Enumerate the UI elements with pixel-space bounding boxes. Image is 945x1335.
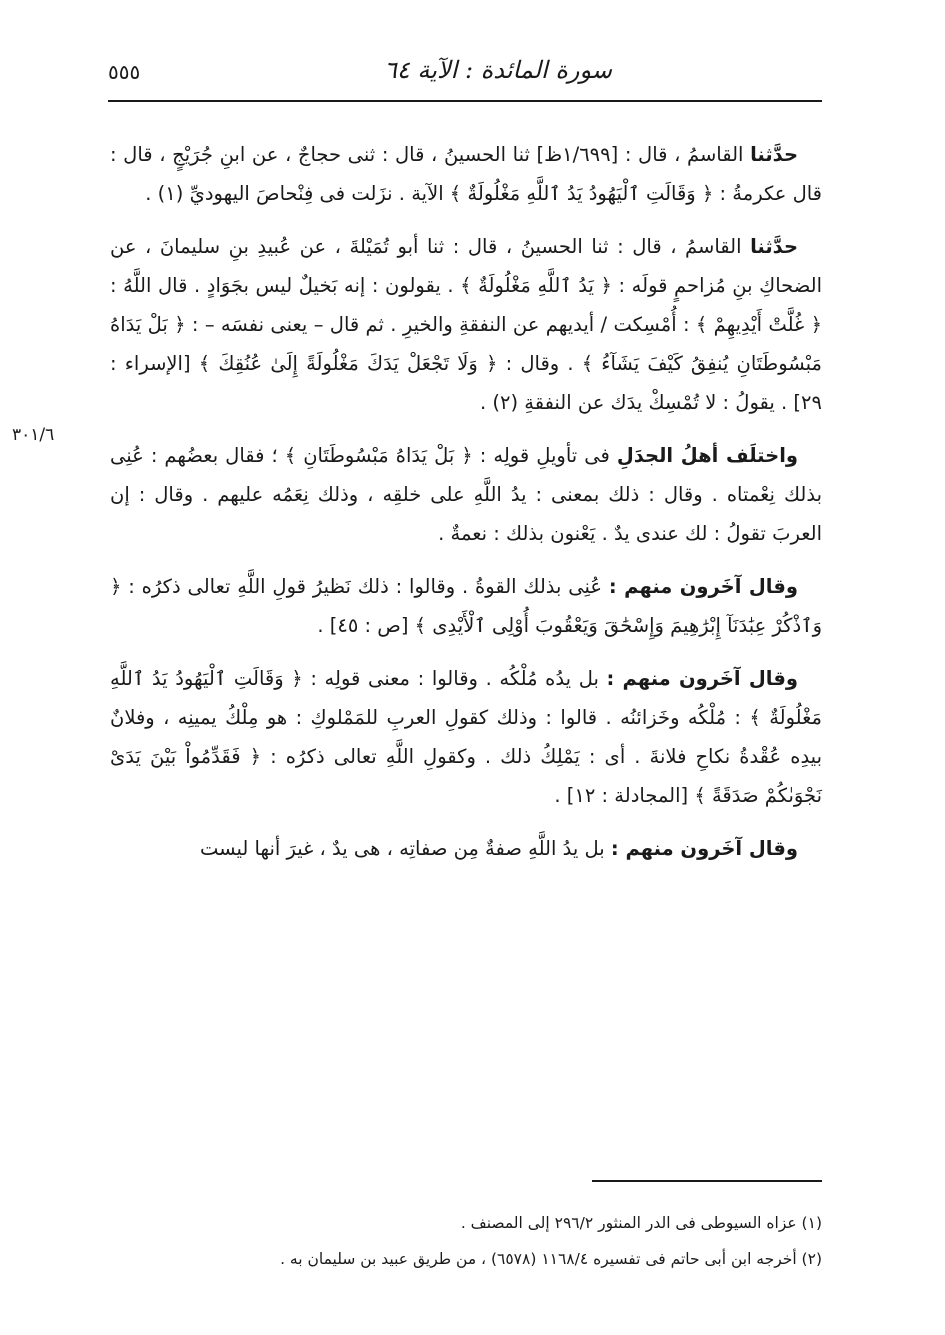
paragraph-text: فى تأويلِ قولِه : ﴿ بَلْ يَدَاهُ مَبْسُوطَتَانِ ﴾ ؛ فقال بعضُهم : عُنِى بذلك نِعْمتاه . وقال : ذلك بمعنى : يدُ اللَّهِ على خلقِه ، وذلك نِعَمُه عليهم . وقال : إن العربَ تقولُ : لك عندى يدٌ . يَعْنون بذلك : نعمةٌ . xyxy=(110,444,822,545)
page-number: ٥٥٥ xyxy=(108,60,141,84)
paragraph-text: عُنِى بذلك القوةُ . وقالوا : ذلك نَظيرُ قولِ اللَّهِ تعالى ذكرُه : ﴿ وَٱذْكُرْ عِبَٰدَنَآ إِبْرَٰهِيمَ وَإِسْحَٰقَ وَيَعْقُوبَ أُوْلِى ٱلْأَيْدِى ﴾ [ص : ٤٥] . xyxy=(110,575,822,637)
paragraph-lead: وقال آخَرون منهم : xyxy=(610,837,798,860)
paragraph-lead: حدَّثنا xyxy=(750,143,798,166)
paragraph-lead: وقال آخَرون منهم : xyxy=(608,575,798,598)
main-text xyxy=(110,135,822,882)
running-title: سورة المائدة : الآية ٦٤ xyxy=(384,56,612,84)
footnote-rule xyxy=(592,1180,822,1182)
paragraph-4 xyxy=(110,567,822,645)
paragraph-lead: واختلَف أهلُ الجدَلِ xyxy=(616,444,798,467)
paragraph-5 xyxy=(110,659,822,815)
paragraph-text: القاسمُ ، قال : [١/٦٩٩ظ] ثنا الحسينُ ، قال : ثنى حجاجٌ ، عن ابنِ جُرَيْجٍ ، قال : قال عكرمةُ : ﴿ وَقَالَتِ ٱلْيَهُودُ يَدُ ٱللَّهِ مَغْلُولَةٌ ﴾ الآية . نزَلت فى فِنْحاصَ اليهوديِّ (١) . xyxy=(110,143,822,205)
paragraph-6 xyxy=(110,829,822,868)
paragraph-lead: حدَّثنا xyxy=(750,235,798,258)
paragraph-2 xyxy=(110,227,822,422)
paragraph-text: بل يدُه مُلْكُه . وقالوا : معنى قولِه : ﴿ وَقَالَتِ ٱلْيَهُودُ يَدُ ٱللَّهِ مَغْلُولَةٌ ﴾ : مُلْكُه وخَزائنُه . قالوا : وذلك كقولِ العربِ للمَمْلوكِ : هو مِلْكُ يمينِه ، وفلانٌ بيدِه عُقْدةُ نكاحِ فلانةَ . أى : يَمْلِكُ ذلك . وكقولِ اللَّهِ تعالى ذكرُه : ﴿ فَقَدِّمُواْ بَيْنَ يَدَىْ نَجْوَىٰكُمْ صَدَقَةً ﴾ [المجادلة : ١٢] . xyxy=(110,667,822,807)
paragraph-3 xyxy=(110,436,822,553)
page-header xyxy=(108,52,822,96)
margin-reference: ٣٠١/٦ xyxy=(12,425,55,445)
footnote-2: (٢) أخرجه ابن أبى حاتم فى تفسيره ١١٦٨/٤ (٦٥٧٨) ، من طريق عبيد بن سليمان به . xyxy=(280,1250,822,1268)
paragraph-lead: وقال آخَرون منهم : xyxy=(606,667,798,690)
paragraph-text: بل يدُ اللَّهِ صفةٌ مِن صفاتِه ، هى يدٌ ، غيرَ أنها ليست xyxy=(199,837,611,860)
footnote-1: (١) عزاه السيوطى فى الدر المنثور ٢٩٦/٢ إلى المصنف . xyxy=(460,1214,822,1232)
paragraph-1 xyxy=(110,135,822,213)
header-rule xyxy=(108,100,822,102)
paragraph-text: القاسمُ ، قال : ثنا الحسينُ ، قال : ثنا أبو تُمَيْلةَ ، عن عُبيدِ بنِ سليمانَ ، عن الضحاكِ بنِ مُزاحمٍ قولَه : ﴿ يَدُ ٱللَّهِ مَغْلُولَةٌ ﴾ . يقولون : إنه بَخيلٌ ليس بجَوَادٍ . قال اللَّهُ : ﴿ غُلَّتْ أَيْدِيهِمْ ﴾ : أُمْسِكت / أيديهم عن النفقةِ والخيرِ . ثم قال – يعنى نفسَه – : ﴿ بَلْ يَدَاهُ مَبْسُوطَتَانِ يُنفِقُ كَيْفَ يَشَآءُ ﴾ . وقال : ﴿ وَلَا تَجْعَلْ يَدَكَ مَغْلُولَةً إِلَىٰ عُنُقِكَ ﴾ [الإسراء : ٢٩] . يقولُ : لا تُمْسِكْ يدَك عن النفقةِ (٢) . xyxy=(110,235,822,414)
footnotes xyxy=(110,1205,822,1277)
